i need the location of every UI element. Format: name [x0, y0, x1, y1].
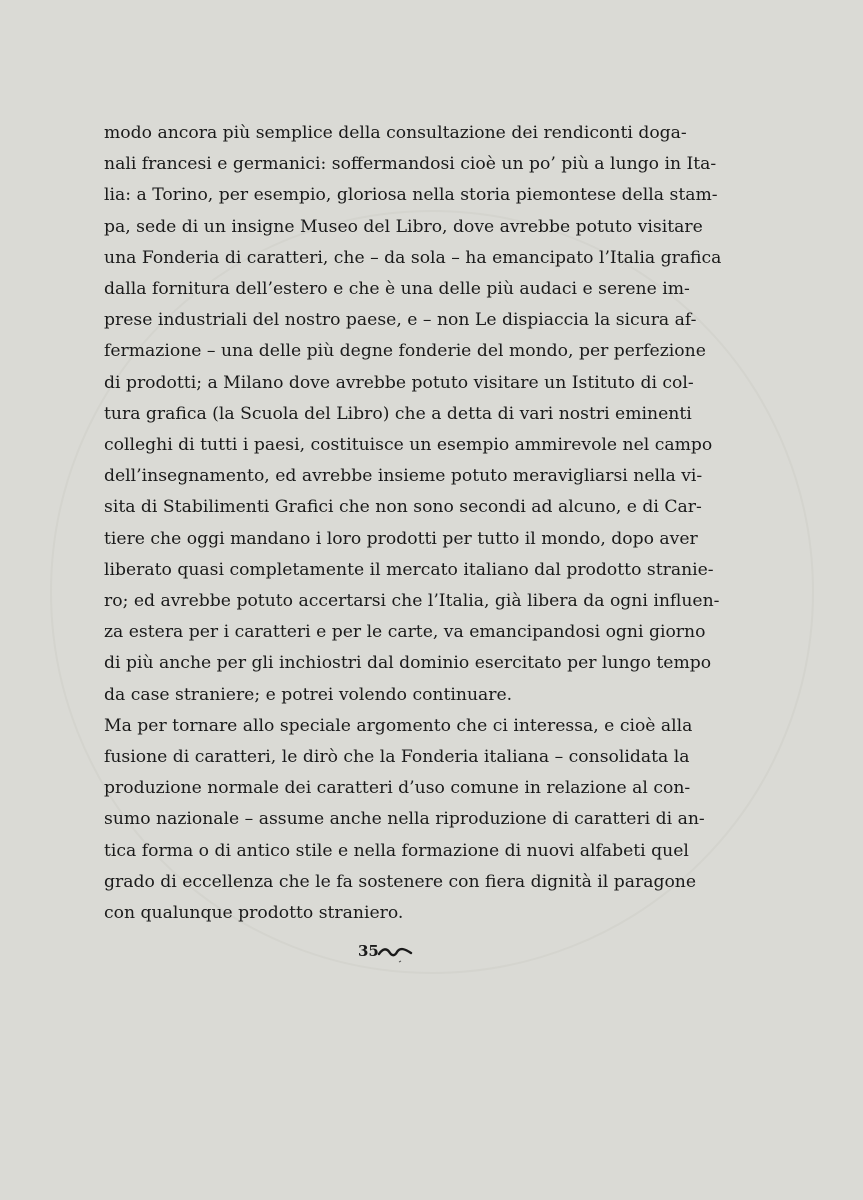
text-line: modo ancora più semplice della consultazione dei rendiconti doga-: [104, 123, 687, 143]
text-line: di più anche per gli inchiostri dal dominio esercitato per lungo tempo: [104, 653, 712, 674]
paragraph: [104, 118, 722, 711]
text-line: una Fonderia di caratteri, che – da sola – ha emancipato l’Italia grafica: [104, 247, 722, 268]
text-line: dalla fornitura dell’estero e che è una delle più audaci e serene im-: [104, 279, 690, 300]
text-line: produzione normale dei caratteri d’uso comune in relazione al con-: [104, 778, 691, 799]
text-line: pa, sede di un insigne Museo del Libro, dove avrebbe potuto visitare: [104, 216, 703, 237]
text-line: da case straniere; e potrei volendo continuare.: [104, 684, 513, 705]
text-line: tica forma o di antico stile e nella formazione di nuovi alfabeti quel: [104, 840, 689, 861]
text-line: lia: a Torino, per esempio, gloriosa nella storia piemontese della stam-: [104, 185, 718, 206]
body-text: [104, 118, 722, 929]
text-line: prese industriali del nostro paese, e – non Le dispiaccia la sicura af-: [104, 310, 697, 331]
text-line: tiere che oggi mandano i loro prodotti per tutto il mondo, dopo aver: [104, 528, 698, 549]
text-line: di prodotti; a Milano dove avrebbe potuto visitare un Istituto di col-: [104, 372, 694, 393]
text-line: dell’insegnamento, ed avrebbe insieme potuto meravigliarsi nella vi-: [104, 466, 703, 487]
text-line: fermazione – una delle più degne fonderie del mondo, per perfezione: [104, 341, 706, 362]
text-line: grado di eccellenza che le fa sostenere con fiera dignità il paragone: [104, 871, 697, 892]
text-line: sumo nazionale – assume anche nella riproduzione di caratteri di an-: [104, 809, 705, 830]
text-line: Ma per tornare allo speciale argomento che ci interessa, e cioè alla: [104, 715, 693, 736]
text-line: con qualunque prodotto straniero.: [104, 903, 404, 924]
text-line: za estera per i caratteri e per le carte, va emancipandosi ogni giorno: [104, 622, 706, 643]
text-line: fusione di caratteri, le dirò che la Fonderia italiana – consolidata la: [104, 747, 690, 768]
text-line: liberato quasi completamente il mercato italiano dal prodotto stranie-: [104, 559, 714, 580]
folio-ornament-icon: [377, 944, 413, 966]
page-number: 35: [358, 942, 379, 960]
text-line: colleghi di tutti i paesi, costituisce un esempio ammirevole nel campo: [104, 435, 713, 456]
paragraph: [104, 711, 705, 929]
text-line: sita di Stabilimenti Grafici che non sono secondi ad alcuno, e di Car-: [104, 497, 702, 518]
text-line: nali francesi e germanici: soffermandosi cioè un po’ più a lungo in Ita-: [104, 154, 717, 175]
text-line: ro; ed avrebbe potuto accertarsi che l’Italia, già libera da ogni influen-: [104, 591, 720, 612]
text-line: tura grafica (la Scuola del Libro) che a detta di vari nostri eminenti: [104, 403, 692, 424]
